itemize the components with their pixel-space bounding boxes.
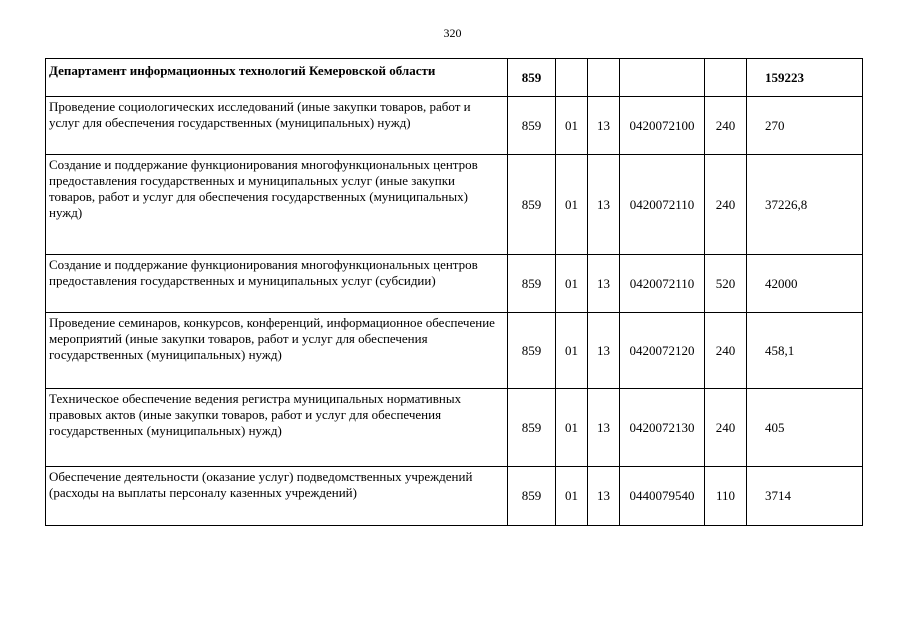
amount-cell: 159223 [747, 59, 863, 97]
target-code-cell: 0420072110 [620, 155, 705, 255]
row-description: Проведение социологических исследований (иные закупки товаров, работ и услуг для обеспечения государственных (муниципальных) нужд) [46, 97, 508, 155]
amount-cell: 3714 [747, 467, 863, 526]
table-row [46, 255, 863, 313]
subsection-code-cell: 13 [588, 467, 620, 526]
ministry-code-cell: 859 [508, 389, 556, 467]
row-description: Техническое обеспечение ведения регистра муниципальных нормативных правовых актов (иные закупки товаров, работ и услуг для обеспечения государственных (муниципальных) нужд) [46, 389, 508, 467]
subsection-code-cell [588, 59, 620, 97]
subsection-code-cell: 13 [588, 313, 620, 389]
expense-type-cell: 240 [705, 313, 747, 389]
ministry-code-cell: 859 [508, 255, 556, 313]
target-code-cell: 0420072130 [620, 389, 705, 467]
amount-cell: 405 [747, 389, 863, 467]
expense-type-cell: 240 [705, 155, 747, 255]
ministry-code-cell: 859 [508, 59, 556, 97]
table-row [46, 313, 863, 389]
target-code-cell: 0420072120 [620, 313, 705, 389]
subsection-code-cell: 13 [588, 97, 620, 155]
table-row [46, 155, 863, 255]
department-name: Департамент информационных технологий Кемеровской области [46, 59, 508, 97]
expense-type-cell: 240 [705, 389, 747, 467]
page-number: 320 [443, 26, 462, 40]
table-row [46, 389, 863, 467]
section-code-cell: 01 [556, 313, 588, 389]
section-code-cell: 01 [556, 389, 588, 467]
ministry-code-cell: 859 [508, 155, 556, 255]
expense-type-cell: 240 [705, 97, 747, 155]
subsection-code-cell: 13 [588, 389, 620, 467]
section-code-cell: 01 [556, 467, 588, 526]
target-code-cell: 0420072100 [620, 97, 705, 155]
row-description: Создание и поддержание функционирования многофункциональных центров предоставления государственных и муниципальных услуг (иные закупки товаров, работ и услуг для обеспечения государственных (муниципальных) нужд) [46, 155, 508, 255]
table-row [46, 467, 863, 526]
section-code-cell: 01 [556, 97, 588, 155]
ministry-code-cell: 859 [508, 467, 556, 526]
expense-type-cell: 520 [705, 255, 747, 313]
expense-type-cell: 110 [705, 467, 747, 526]
table-row [46, 97, 863, 155]
department-row [46, 59, 863, 97]
budget-table [45, 58, 863, 526]
section-code-cell: 01 [556, 255, 588, 313]
amount-cell: 37226,8 [747, 155, 863, 255]
section-code-cell: 01 [556, 155, 588, 255]
subsection-code-cell: 13 [588, 155, 620, 255]
subsection-code-cell: 13 [588, 255, 620, 313]
target-code-cell [620, 59, 705, 97]
row-description: Обеспечение деятельности (оказание услуг) подведомственных учреждений (расходы на выплаты персоналу казенных учреждений) [46, 467, 508, 526]
ministry-code-cell: 859 [508, 97, 556, 155]
row-description: Создание и поддержание функционирования многофункциональных центров предоставления государственных и муниципальных услуг (субсидии) [46, 255, 508, 313]
section-code-cell [556, 59, 588, 97]
amount-cell: 270 [747, 97, 863, 155]
target-code-cell: 0420072110 [620, 255, 705, 313]
amount-cell: 42000 [747, 255, 863, 313]
amount-cell: 458,1 [747, 313, 863, 389]
row-description: Проведение семинаров, конкурсов, конференций, информационное обеспечение мероприятий (иные закупки товаров, работ и услуг для обеспечения государственных (муниципальных) нужд) [46, 313, 508, 389]
expense-type-cell [705, 59, 747, 97]
ministry-code-cell: 859 [508, 313, 556, 389]
target-code-cell: 0440079540 [620, 467, 705, 526]
